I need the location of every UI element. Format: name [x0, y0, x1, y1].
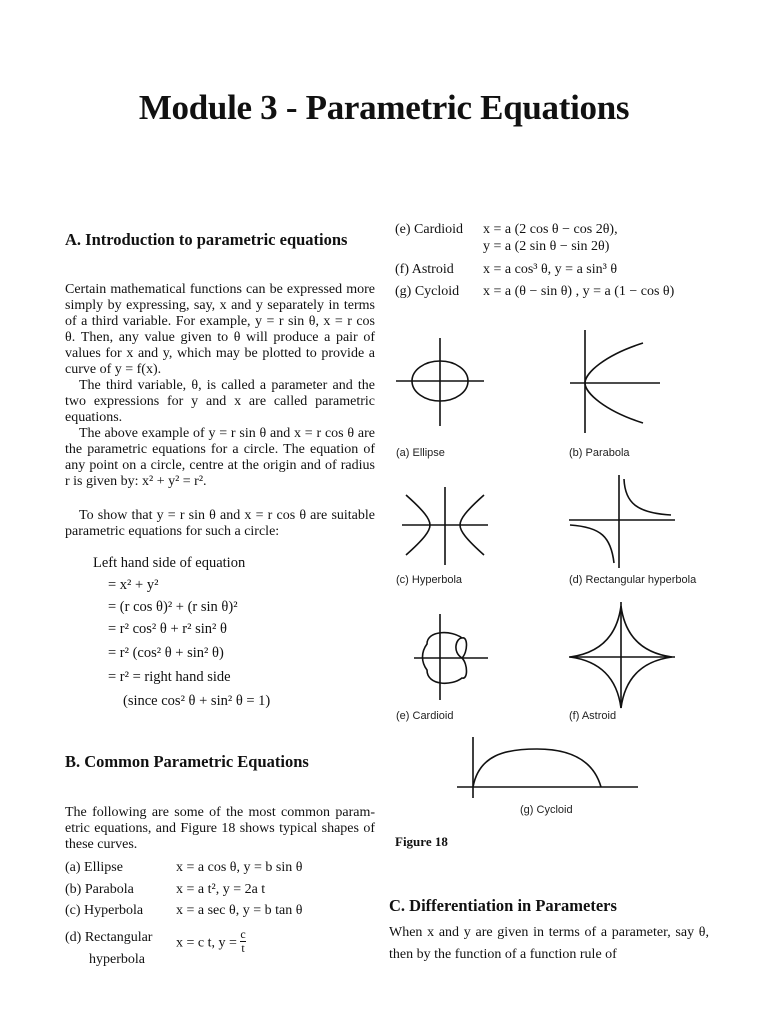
cardioid-curve-diagram: [412, 612, 492, 702]
section-b-intro: The following are some of the most common param-etric equations, and Figure 18 shows typical shapes of these curves.: [65, 805, 375, 852]
figure-label-hyperbola: (c) Hyperbola: [396, 574, 463, 586]
section-a-paragraph-3: The above example of y = r sin θ and x = r cos θ are the parametric equations for a circle. The equation of any point on a circle, centre at the origin and of radius r is given by: x² + y² = r².: [65, 426, 375, 489]
section-a-paragraph-4: To show that y = r sin θ and x = r cos θ are suitable parametric equations for such a circle:: [65, 508, 375, 539]
hyperbola-curve-diagram: [400, 487, 490, 567]
list-item-equation: x = a cos³ θ, y = a sin³ θ: [483, 262, 618, 277]
rectangular-hyperbola-branch-1: [624, 479, 671, 515]
rectangular-hyperbola-curve-diagram: [567, 475, 677, 570]
list-item-equation: x = a cos θ, y = b sin θ: [176, 860, 303, 875]
list-item-astroid: [395, 262, 725, 280]
list-item-label: (f) Astroid: [395, 262, 454, 277]
parabola-curve-diagram: [565, 325, 665, 435]
list-item-equation: x = a t², y = 2a t: [176, 882, 266, 897]
ellipse-curve-diagram: [390, 330, 490, 430]
list-item-cardioid: [395, 222, 725, 262]
proof-line-0: Left hand side of equation: [93, 555, 246, 571]
list-item-label: (e) Cardioid: [395, 222, 464, 237]
astroid-curve-diagram: [567, 600, 677, 710]
proof-line-1: = x² + y²: [108, 577, 159, 593]
proof-line-4: = r² (cos² θ + sin² θ): [108, 645, 224, 661]
proof-line-6: (since cos² θ + sin² θ = 1): [123, 693, 271, 709]
proof-line-2: = (r cos θ)² + (r sin θ)²: [108, 599, 238, 615]
section-b-heading: B. Common Parametric Equations: [65, 752, 309, 771]
list-item-hyperbola: [65, 903, 375, 921]
cycloid-curve-diagram: [455, 735, 640, 800]
fraction-denominator: t: [241, 941, 245, 955]
list-item-parabola: [65, 882, 375, 900]
section-c-heading: C. Differentiation in Parameters: [389, 896, 617, 915]
list-item-rectangular-hyperbola: [65, 927, 375, 970]
cycloid-curve: [473, 749, 601, 787]
list-item-label: (d) Rectangular: [65, 930, 153, 945]
figure-caption: Figure 18: [395, 834, 448, 849]
list-item-label-2: hyperbola: [89, 952, 145, 967]
proof-line-3: = r² cos² θ + r² sin² θ: [108, 621, 227, 637]
list-item-label: (g) Cycloid: [395, 284, 460, 299]
section-c-paragraph-1: When x and y are given in terms of a parameter, say θ, then by the function of a function rule of: [389, 925, 709, 962]
figure-label-parabola: (b) Parabola: [569, 447, 630, 459]
proof-line-5: = r² = right hand side: [108, 669, 231, 685]
list-item-cycloid: [395, 284, 725, 302]
list-item-equation: [176, 927, 246, 957]
list-item-equation: x = a sec θ, y = b tan θ: [176, 903, 303, 918]
list-item-equation: x = a (2 cos θ − cos 2θ),: [483, 222, 618, 237]
list-item-equation: x = a (θ − sin θ) , y = a (1 − cos θ): [483, 284, 675, 299]
list-item-label: (a) Ellipse: [65, 860, 123, 875]
equation-text: x = c t, y =: [176, 935, 237, 951]
list-item-label: (c) Hyperbola: [65, 903, 144, 918]
figure-label-cardioid: (e) Cardioid: [396, 710, 454, 722]
section-a-heading: A. Introduction to parametric equations: [65, 230, 348, 249]
section-a-paragraph-2: The third variable, θ, is called a parameter and the two expressions for y and x are called parametric equations.: [65, 378, 375, 425]
section-a-paragraph-1: Certain mathematical functions can be expressed more simply by expressing, say, x and y separately in terms of a third variable. For example, y = r sin θ, x = r cos θ. Then, any value given to θ will produce a pair of values for x and y, which may be plotted to provide a curve of y = f(x).: [65, 282, 375, 377]
list-item-equation-2: y = a (2 sin θ − sin 2θ): [483, 239, 610, 254]
list-item-ellipse: [65, 860, 375, 878]
fraction-numerator: c: [240, 927, 246, 941]
figure-label-rectangular-hyperbola: (d) Rectangular hyperbola: [569, 574, 697, 586]
rectangular-hyperbola-branch-2: [570, 525, 614, 563]
list-item-label: (b) Parabola: [65, 882, 134, 897]
figure-label-cycloid: (g) Cycloid: [520, 804, 573, 816]
figure-label-astroid: (f) Astroid: [569, 710, 617, 722]
page-title: Module 3 - Parametric Equations: [138, 88, 630, 127]
figure-label-ellipse: (a) Ellipse: [396, 447, 445, 459]
fraction: [240, 928, 245, 955]
